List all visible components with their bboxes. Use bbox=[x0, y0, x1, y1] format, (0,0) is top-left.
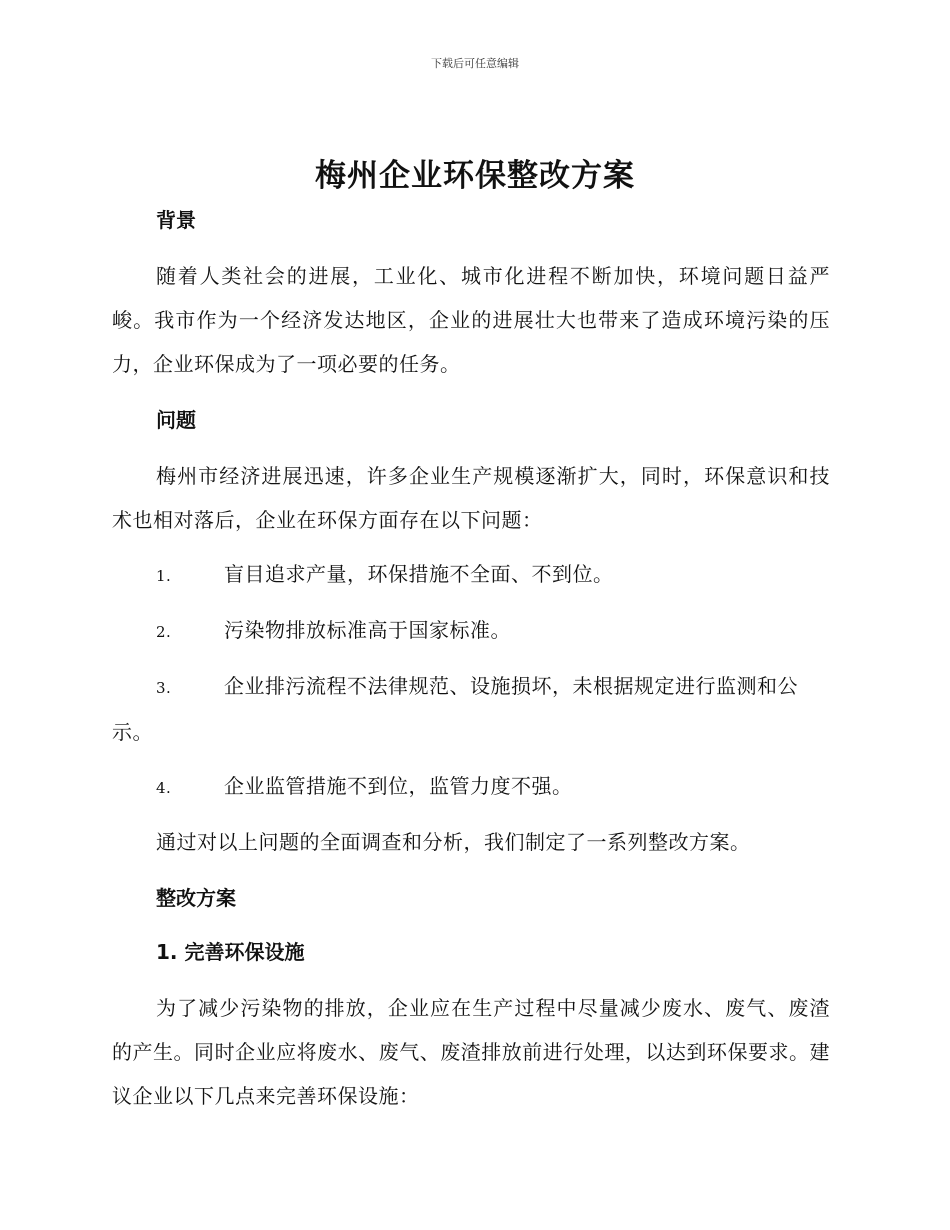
background-paragraph: 随着人类社会的进展，工业化、城市化进程不断加快，环境问题日益严峻。我市作为一个经济发达地区，企业的进展壮大也带来了造成环境污染的压力，企业环保成为了一项必要的任务。 bbox=[112, 264, 830, 376]
section-heading-background: 背景 bbox=[156, 208, 196, 232]
list-item bbox=[112, 608, 830, 654]
list-item bbox=[112, 764, 830, 810]
list-item-text: 盲目追求产量，环保措施不全面、不到位。 bbox=[224, 562, 614, 586]
facilities-paragraph: 为了减少污染物的排放，企业应在生产过程中尽量减少废水、废气、废渣的产生。同时企业应将废水、废气、废渣排放前进行处理，以达到环保要求。建议企业以下几点来完善环保设施： bbox=[112, 996, 830, 1108]
list-item-text: 企业排污流程不法律规范、设施损坏，未根据规定进行监测和公示。 bbox=[112, 674, 798, 744]
list-item-number: 4. bbox=[156, 779, 172, 797]
document-body bbox=[112, 200, 830, 1118]
header-note: 下载后可任意编辑 bbox=[431, 57, 519, 70]
list-item bbox=[112, 664, 830, 754]
list-item-number: 1. bbox=[156, 567, 172, 585]
document-title: 梅州企业环保整改方案 bbox=[315, 158, 635, 194]
list-item-text: 污染物排放标准高于国家标准。 bbox=[224, 618, 511, 642]
problems-conclusion-paragraph: 通过对以上问题的全面调查和分析，我们制定了一系列整改方案。 bbox=[156, 830, 751, 854]
section-heading-plan: 整改方案 bbox=[156, 886, 236, 910]
subsection-heading-facilities: 1. 完善环保设施 bbox=[156, 940, 305, 964]
list-item-text: 企业监管措施不到位，监管力度不强。 bbox=[224, 774, 573, 798]
list-item-number: 3. bbox=[156, 679, 172, 697]
problems-intro-paragraph: 梅州市经济进展迅速，许多企业生产规模逐渐扩大，同时，环保意识和技术也相对落后，企业在环保方面存在以下问题： bbox=[112, 464, 830, 532]
list-item-number: 2. bbox=[156, 623, 172, 641]
list-item bbox=[112, 552, 830, 598]
section-heading-problems: 问题 bbox=[156, 408, 196, 432]
